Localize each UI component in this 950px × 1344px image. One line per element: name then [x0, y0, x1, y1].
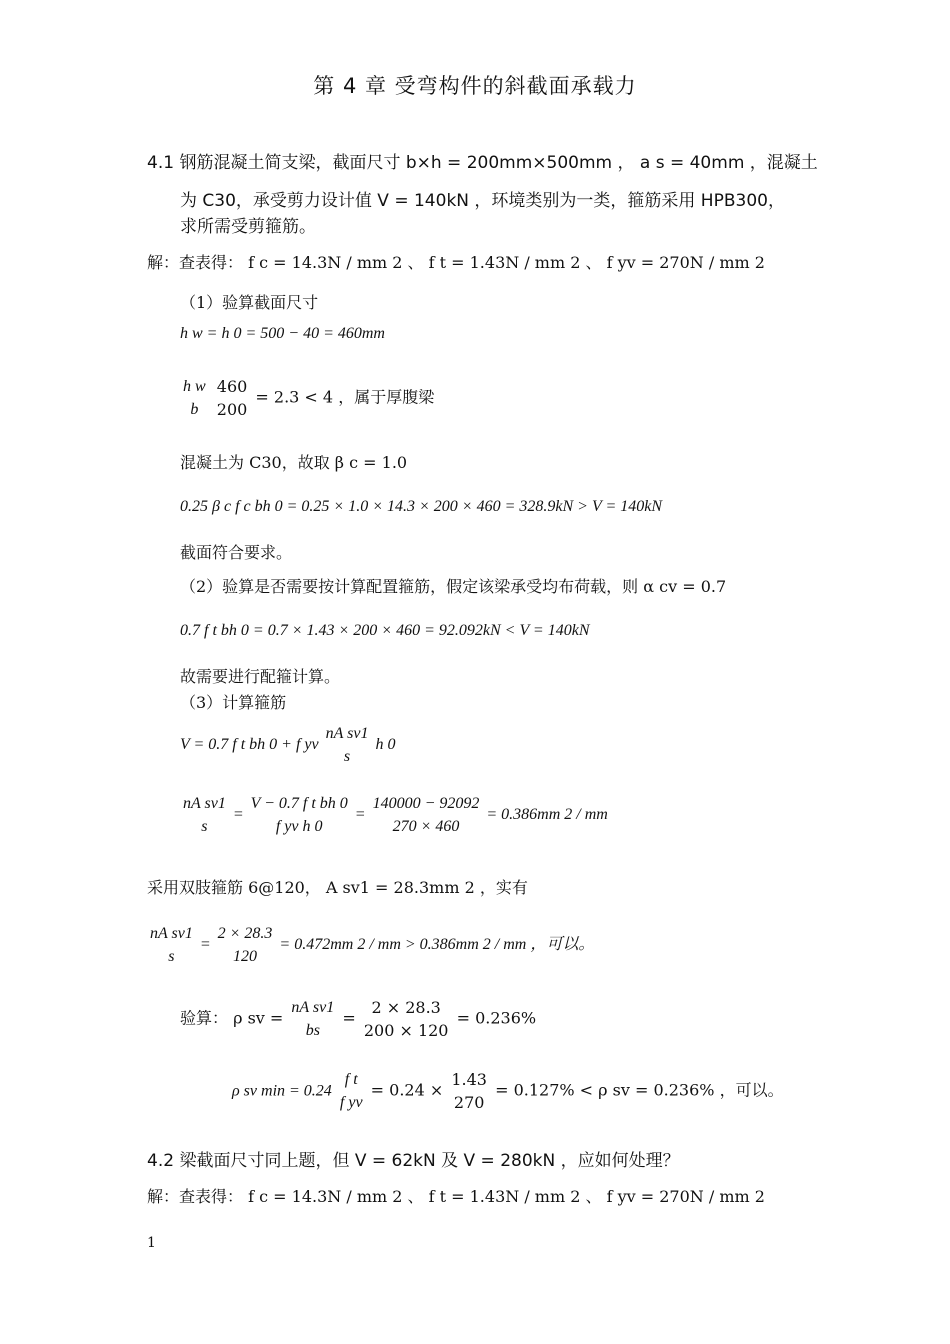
- fraction-numerator: 460: [216, 377, 248, 396]
- verify-fraction-2: [364, 996, 449, 1042]
- fraction-denominator: f yv: [339, 1094, 363, 1112]
- fraction-denominator: f yv h 0: [275, 818, 323, 836]
- section-check-conclusion: 截面符合要求。: [180, 543, 293, 562]
- solution-2-lookup: 解：查表得： f c = 14.3N / mm 2 、 f t = 1.43N / mm 2 、 f yv = 270N / mm 2: [147, 1187, 765, 1206]
- fraction-numerator: h w: [183, 378, 206, 395]
- fraction-numerator: V − 0.7 f t bh 0: [250, 795, 348, 812]
- chapter-title: 第 4 章 受弯构件的斜截面承载力: [313, 74, 637, 98]
- min-result: = 0.127% < ρ sv = 0.236% ，可以。: [495, 1080, 784, 1100]
- actual-left-fraction: [150, 922, 193, 968]
- fraction-numerator: nA sv1: [291, 999, 335, 1016]
- verify-result: = 0.236%: [456, 1008, 537, 1028]
- required-mid-fraction: [251, 792, 348, 838]
- formula-left: V = 0.7 f t bh 0 + f yv: [180, 735, 319, 753]
- min-fraction-2: [451, 1068, 487, 1114]
- actual-result: = 0.472mm 2 / mm > 0.386mm 2 / mm ，可以。: [279, 935, 595, 953]
- beta-selection: 混凝土为 C30，故取 β c = 1.0: [180, 453, 408, 472]
- fraction-numerator: nA sv1: [150, 925, 193, 942]
- fraction-denominator: 200: [216, 400, 248, 420]
- section-check-equation: 0.25 β c f c bh 0 = 0.25 × 1.0 × 14.3 × 200 × 460 = 328.9kN > V = 140kN: [180, 498, 663, 515]
- page-number: 1: [147, 1235, 156, 1251]
- problem-4-1-line1: 4.1 钢筋混凝土简支梁，截面尺寸 b×h = 200mm×500mm ， a s = 40mm ，混凝土: [147, 153, 818, 173]
- stirrup-choice: 采用双肢箍筋 6@120， A sv1 = 28.3mm 2 ，实有: [147, 878, 528, 897]
- fraction-numerator: 140000 − 92092: [372, 795, 480, 812]
- fraction-denominator: 270: [453, 1093, 485, 1113]
- minimum-ratio-check: [232, 1068, 784, 1114]
- fraction-denominator: 120: [233, 948, 257, 966]
- min-mid: = 0.24 ×: [370, 1080, 444, 1100]
- required-left-fraction: [183, 792, 226, 838]
- formula-fraction: [326, 722, 369, 768]
- required-stirrup-equation: nA sv1 s = V − 0.7 f t bh 0 f yv h 0 = 140000 − 92092 270 × 460 = 0.386mm 2 / mm: [180, 792, 608, 838]
- ratio-conclusion: = 2.3 < 4 ，属于厚腹梁: [255, 387, 435, 407]
- fraction-numerator: 2 × 28.3: [217, 925, 273, 942]
- fraction-numerator: f t: [344, 1071, 358, 1088]
- actual-value-fraction: [218, 922, 273, 968]
- verify-fraction-1: [291, 996, 334, 1042]
- fraction-denominator: 200 × 120: [363, 1021, 449, 1041]
- solution-1-lookup: 解：查表得： f c = 14.3N / mm 2 、 f t = 1.43N / mm 2 、 f yv = 270N / mm 2: [147, 253, 765, 272]
- min-fraction-1: [340, 1068, 363, 1114]
- required-result: = 0.386mm 2 / mm: [486, 805, 608, 823]
- actual-stirrup-equation: nA sv1 s = 2 × 28.3 120 = 0.472mm 2 / mm > 0.386mm 2 / mm ，可以。: [147, 922, 594, 968]
- ratio-value-fraction: [217, 375, 248, 421]
- stirrup-ratio-check: 验算： ρ sv = nA sv1 bs = 2 × 28.3 200 × 120 = 0.236%: [180, 996, 536, 1042]
- step-2-heading: （2）验算是否需要按计算配置箍筋，假定该梁承受均布荷载，则 α cv = 0.7: [180, 577, 727, 596]
- fraction-numerator: 1.43: [451, 1070, 487, 1089]
- fraction-denominator: 270 × 460: [392, 818, 460, 836]
- step-3-heading: （3）计算箍筋: [180, 693, 287, 712]
- shear-capacity-formula: [180, 722, 395, 768]
- fraction-numerator: nA sv1: [325, 725, 369, 742]
- need-stirrup-conclusion: 故需要进行配箍计算。: [180, 667, 341, 686]
- fraction-denominator: s: [168, 948, 175, 966]
- fraction-denominator: bs: [305, 1022, 320, 1040]
- problem-4-1-line3: 求所需受剪箍筋。: [180, 217, 316, 237]
- fraction-numerator: nA sv1: [183, 795, 226, 812]
- step-1-heading: （1）验算截面尺寸: [180, 293, 319, 312]
- formula-right: h 0: [375, 735, 396, 753]
- fraction-denominator: b: [190, 401, 199, 419]
- fraction-denominator: s: [343, 748, 351, 766]
- fraction-denominator: s: [201, 818, 208, 836]
- problem-4-1-line2: 为 C30，承受剪力设计值 V = 140kN ，环境类别为一类，箍筋采用 HPB300，: [180, 191, 785, 211]
- verify-label: 验算： ρ sv =: [180, 1008, 284, 1028]
- problem-4-2: 4.2 梁截面尺寸同上题，但 V = 62kN 及 V = 280kN ，应如何处理？: [147, 1151, 680, 1171]
- concrete-shear-equation: 0.7 f t bh 0 = 0.7 × 1.43 × 200 × 460 = 92.092kN < V = 140kN: [180, 622, 590, 639]
- hw-ratio-equation: [180, 375, 434, 421]
- min-label: ρ sv min = 0.24: [232, 1082, 332, 1100]
- required-value-fraction: [373, 792, 480, 838]
- hw-equation: h w = h 0 = 500 − 40 = 460mm: [180, 325, 385, 342]
- hw-over-b-fraction: [183, 375, 206, 421]
- fraction-numerator: 2 × 28.3: [371, 998, 441, 1017]
